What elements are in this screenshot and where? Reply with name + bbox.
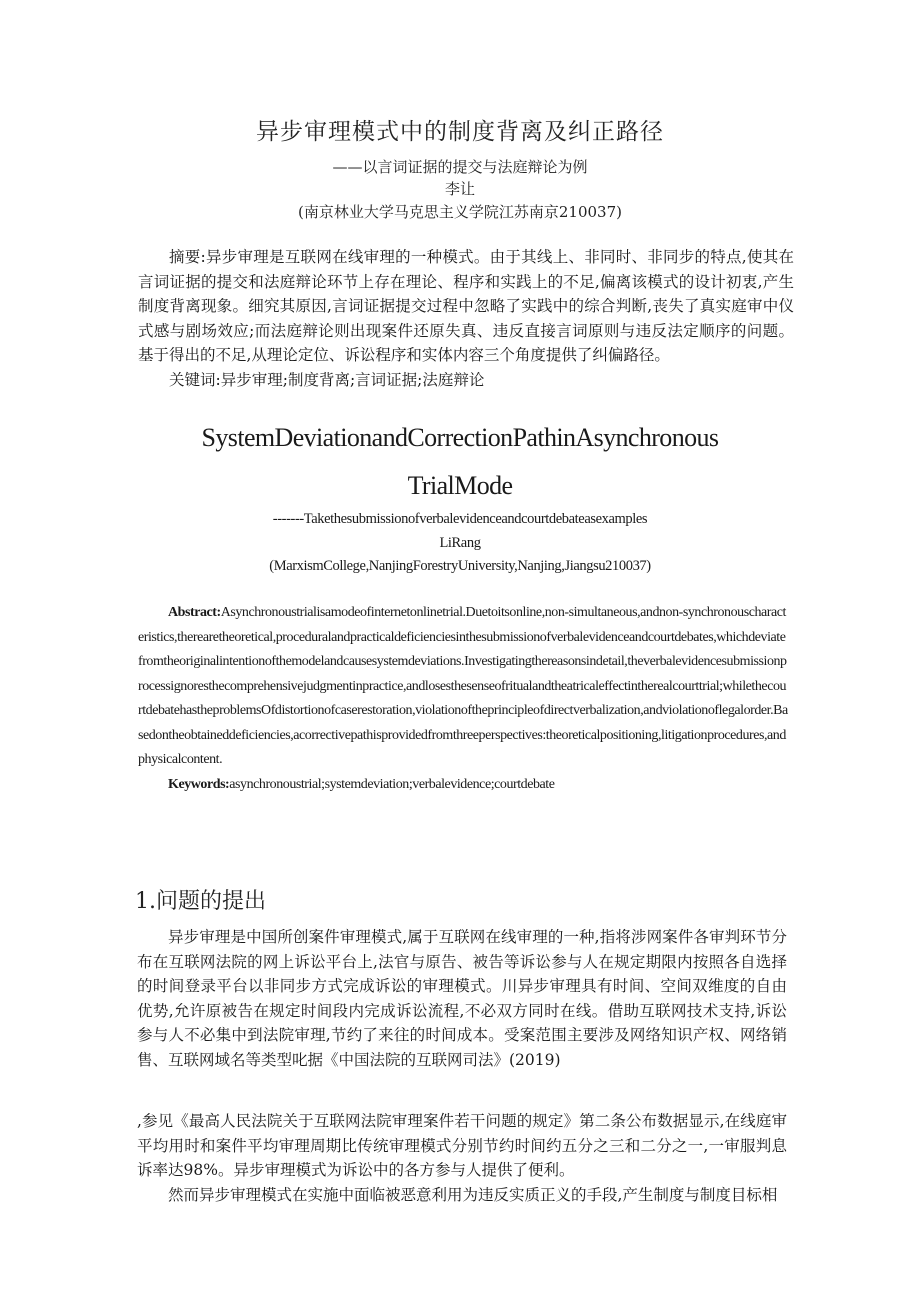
keywords-en-label: Keywords: — [168, 776, 230, 792]
body-paragraph-2: 然而异步审理模式在实施中面临被恶意利用为违反实质正义的手段,产生制度与制度目标相 — [168, 1185, 778, 1204]
body-paragraph: 异步审理是中国所创案件审理模式,属于互联网在线审理的一种,指将涉网案件各审判环节分布在互联网法院的网上诉讼平台上,法官与原告、被告等诉讼参与人在规定期限内按照各自选择的时间登录平台以非同步方式完成诉讼的审理模式。川异步审理具有时间、空间双维度的自由优势,允许原被告在规定时间段内完成诉讼流程,不必双方同时在线。借助互联网技术支持,诉讼参与人不必集中到法院审理,节约了来往的时间成本。受案范围主要涉及网络知识产权、网络销售、互联网域名等类型叱据《中国法院的互联网司法》(2019) — [137, 928, 787, 1069]
paper-title-zh: 异步审理模式中的制度背离及纠正路径 — [256, 119, 664, 145]
abstract-zh-label: 摘要: — [169, 248, 206, 266]
paper-title-en-line1: SystemDeviationandCorrectionPathinAsynchronous — [201, 423, 719, 452]
paper-subtitle-zh: ——以言词证据的提交与法庭辩论为例 — [332, 158, 588, 176]
keywords-zh-paragraph — [138, 368, 794, 393]
section-1-heading: 1.问题的提出 — [135, 889, 266, 914]
footnote-block — [137, 1109, 787, 1207]
abstract-en-label: Abstract: — [168, 605, 221, 620]
keywords-zh-label: 关键词: — [169, 370, 221, 389]
affiliation-zh: (南京林业大学马克思主义学院江苏南京210037) — [298, 203, 622, 221]
affiliation-en: (MarxismCollege,NanjingForestryUniversity,Nanjing,Jiangsu210037) — [269, 558, 651, 574]
paper-subtitle-en: -------Takethesubmissionofverbalevidenceandcourtdebateasexamples — [272, 511, 648, 527]
keywords-zh-text: 异步审理;制度背离;言词证据;法庭辩论 — [220, 370, 485, 389]
footnote-paragraph: ,参见《最高人民法院关于互联网法院审理案件若干问题的规定》第二条公布数据显示,在线庭审平均用时和案件平均审理周期比传统审理模式分别节约时间约五分之三和二分之一,一审服判息诉率达98%。异步审理模式为诉讼中的各方参与人提供了便利。 — [137, 1112, 787, 1180]
author-zh: 李让 — [444, 180, 475, 198]
abstract-en-section — [138, 601, 788, 797]
section-1-body — [137, 925, 787, 1073]
abstract-zh-text: 异步审理是互联网在线审理的一种模式。由于其线上、非同时、非同步的特点,使其在言词证据的提交和法庭辩论环节上存在理论、程序和实践上的不足,偏离该模式的设计初衷,产生制度背离现象。细究其原因,言词证据提交过程中忽略了实践中的综合判断,丧失了真实庭审中仪式感与剧场效应;而法庭辩论则出现案件还原失真、违反直接言词原则与违反法定顺序的问题。基于得出的不足,从理论定位、诉讼程序和实体内容三个角度提供了纠偏路径。 — [138, 248, 794, 364]
abstract-en-paragraph — [138, 601, 788, 773]
abstract-zh-section — [138, 245, 794, 392]
author-en: LiRang — [439, 535, 481, 551]
paper-title-en-line2: TrialMode — [407, 471, 513, 500]
abstract-zh-paragraph — [138, 245, 794, 368]
keywords-en-text: asynchronoustrial;systemdeviation;verbalevidence;courtdebate — [229, 776, 555, 792]
abstract-en-text: Asynchronoustrialisamodeofinternetonlinetrial.Duetoitsonline,non-simultaneous,andnon-synchronouscharacteristics,therearetheoretical,proceduralandpracticaldeficienciesinthesubmissionofverbalevidenceandcourtdebates,whichdeviatefromtheoriginalintentionofthemodelandcausesystemdeviations.Investigatingthereasonsindetail,theverbalevidencesubmissionprocessignoresthecomprehensivejudgmentinpractice,andlosesthesenseofritualandtheatricaleffectintherealcourttrial;whilethecourtdebatehastheproblemsOfdistortionofcaserestoration,violationoftheprincipleofdirectverbalization,andviolationoflegalorder.Basedontheobtaineddeficiencies,acorrectivepathisprovidedfromthreeperspectives:theoreticalpositioning,litigationprocedures,andphysicalcontent. — [138, 605, 788, 767]
keywords-en-paragraph — [138, 773, 788, 798]
